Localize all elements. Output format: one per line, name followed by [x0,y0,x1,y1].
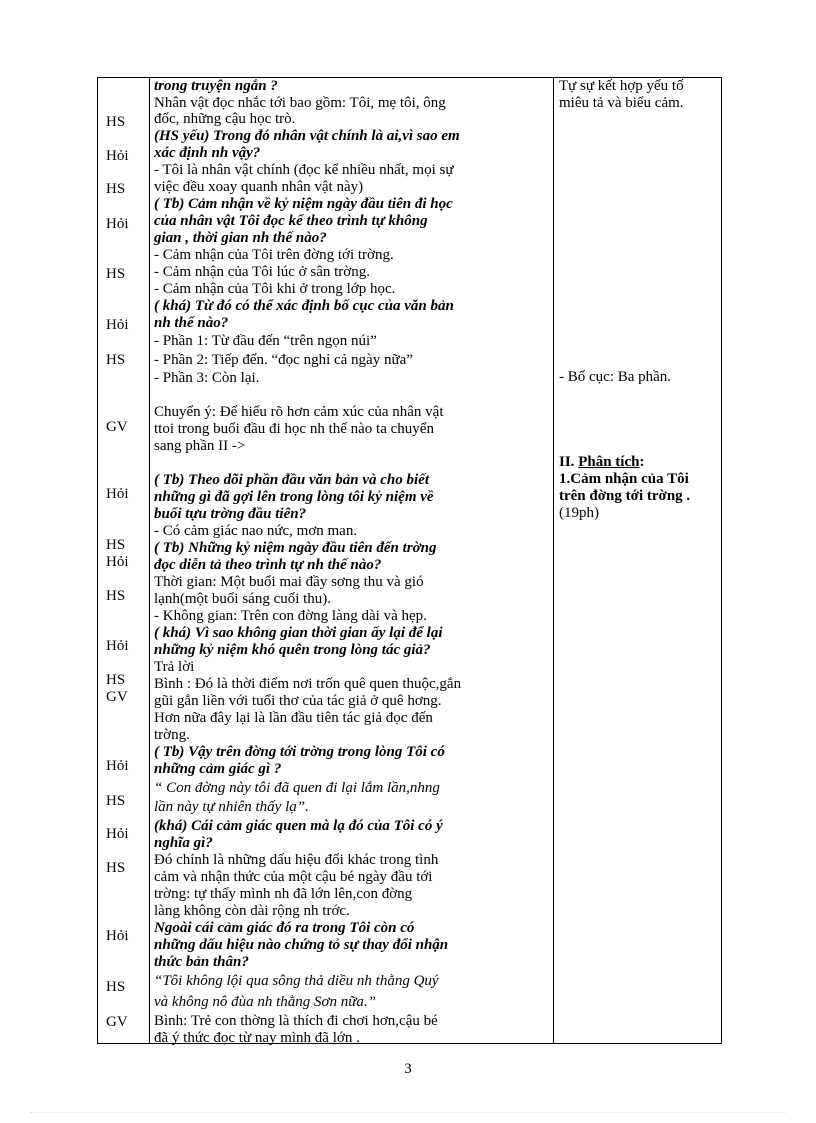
role-label: Hỏi [106,826,129,842]
section-title: Phân tích [578,454,640,470]
quote-line: lần này tự nhiên thấy lạ”. [154,799,309,815]
question-line: buổi tựu trờng đầu tiên? [154,506,307,522]
answer-line: đốc, những cậu học trò. [154,111,296,127]
question-line: nghĩa gì? [154,835,213,851]
answer-line: Trả lời [154,659,195,675]
role-label: HS [106,352,126,368]
role-label: HS [106,979,126,995]
answer-line: trờng. [154,727,190,743]
role-label: Hỏi [106,554,129,570]
role-label: HS [106,860,126,876]
question-line: ( Tb) Theo dõi phần đầu văn bản và cho biết [154,472,430,488]
question-line: trong truyện ngắn ? [154,78,278,94]
duration-note: (19ph) [559,505,599,521]
question-line: ( khá) Vì sao không gian thời gian ấy lại để lại [154,625,443,641]
answer-line: - Cảm nhận của Tôi trên đờng tới trờng. [154,247,394,263]
answer-line: - Tôi là nhân vật chính (đọc kể nhiều nhất, mọi sự [154,162,454,178]
section-heading [559,455,644,470]
answer-line: - Cảm nhận của Tôi lúc ở sân trờng. [154,264,370,280]
role-label: Hỏi [106,928,129,944]
lesson-plan-table [97,77,722,1044]
role-column [98,78,149,1043]
role-label: Hỏi [106,758,129,774]
notes-intro: miêu tả và biểu cảm. [559,95,684,111]
answer-line: việc đều xoay quanh nhân vật này) [154,179,364,195]
answer-line: - Có cảm giác nao nức, mơn man. [154,523,358,539]
footer-divider [30,1112,786,1113]
notes-intro: Tự sự kết hợp yếu tố [559,78,684,94]
answer-line: làng không còn dài rộng nh trớc. [154,903,350,919]
role-label: HS [106,793,126,809]
answer-line: cảm và nhận thức của một cậu bé ngày đầu tới [154,869,433,885]
question-line: ( Tb) Vậy trên đờng tới trờng trong lòng Tôi có [154,744,445,760]
question-line: xác định nh vậy? [154,145,261,161]
role-label: HS [106,114,126,130]
answer-line: Đó chính là những dấu hiệu đổi khác trong tình [154,852,439,868]
transition-line: sang phần II -> [154,438,246,454]
answer-line: Thời gian: Một buổi mai đầy sơng thu và gió [154,574,424,590]
role-label: HS [106,672,126,688]
answer-line: - Không gian: Trên con đờng làng dài và hẹp. [154,608,427,624]
role-label: HS [106,181,126,197]
question-line: thức bản thân? [154,954,249,970]
subsection-heading: 1.Cảm nhận của Tôi [559,471,689,487]
question-line: những kỷ niệm khó quên trong lòng tác giả? [154,642,431,658]
subsection-heading: trên đờng tới trờng . [559,488,691,504]
role-label: GV [106,1014,128,1030]
question-line: (khá) Cái cảm giác quen mà lạ đó của Tôi có ý [154,818,443,834]
role-label: GV [106,689,128,705]
answer-line: Bình : Đó là thời điểm nơi trốn quê quen thuộc,gắn [154,676,462,692]
answer-line: - Phần 1: Từ đầu đến “trên ngọn núi” [154,333,377,349]
question-line: Ngoài cái cảm giác đó ra trong Tôi còn có [154,920,415,936]
answer-line: trờng: tự thấy mình nh đã lớn lên,con đờng [154,886,413,902]
content-column [154,78,550,1046]
quote-line: “ Con đờng này tôi đã quen đi lại lắm lần,nhng [154,780,440,796]
transition-line: ttoi trong buổi đầu đi học nh thế nào ta chuyển [154,421,434,437]
page-number: 3 [404,1061,412,1077]
section-colon: : [639,454,645,470]
question-line: ( Tb) Những kỷ niệm ngày đầu tiên đến trờng [154,540,437,556]
question-line: ( khá) Từ đó có thể xác định bố cục của văn bản [154,298,454,314]
answer-line: đã ý thức đọc từ nay mình đã lớn . [154,1030,360,1046]
role-label: HS [106,588,126,604]
question-line: những dấu hiệu nào chứng tỏ sự thay đổi nhận [154,937,449,953]
question-line: những gì đã gợi lên trong lòng tôi kỷ niệm về [154,489,434,505]
column-divider-left [149,78,150,1043]
role-label: Hỏi [106,148,129,164]
notes-column [559,78,719,1043]
answer-line: Hơn nữa đây lại là lần đầu tiên tác giả đọc đến [154,710,433,726]
section-number: II. [559,454,579,470]
role-label: Hỏi [106,216,129,232]
question-line: những cảm giác gì ? [154,761,282,777]
role-label: Hỏi [106,486,129,502]
role-label: HS [106,266,126,282]
answer-line: gũi gắn liền với tuổi thơ của tác giả ở quê hơng. [154,693,442,709]
transition-line: Chuyển ý: Để hiểu rõ hơn cảm xúc của nhân vật [154,404,444,420]
quote-line: và không nô đùa nh thằng Sơn nữa.” [154,994,377,1010]
question-line: nh thế nào? [154,315,229,331]
question-line: (HS yếu) Trong đó nhân vật chính là ai,vì sao em [154,128,460,144]
role-label: HS [106,537,126,553]
question-line: của nhân vật Tôi đọc kể theo trình tự không [154,213,428,229]
question-line: gian , thời gian nh thế nào? [154,230,327,246]
role-label: Hỏi [106,317,129,333]
question-line: ( Tb) Cảm nhận về kỷ niệm ngày đầu tiên đi học [154,196,453,212]
question-line: đọc diễn tả theo trình tự nh thế nào? [154,557,382,573]
role-label: GV [106,419,128,435]
answer-line: - Phần 3: Còn lại. [154,370,260,386]
answer-line: Bình: Trẻ con thờng là thích đi chơi hơn,cậu bé [154,1013,438,1029]
answer-line: - Cảm nhận của Tôi khi ở trong lớp học. [154,281,396,297]
answer-line: Nhân vật đọc nhắc tới bao gồm: Tôi, mẹ tôi, ông [154,95,446,111]
layout-note: - Bố cục: Ba phần. [559,369,672,385]
role-label: Hỏi [106,638,129,654]
answer-line: - Phần 2: Tiếp đến. “đọc nghỉ cả ngày nữa” [154,352,413,368]
answer-line: lạnh(một buổi sáng cuối thu). [154,591,332,607]
column-divider-right [553,78,554,1043]
quote-line: “Tôi không lội qua sông thả diều nh thằng Quý [154,973,439,989]
